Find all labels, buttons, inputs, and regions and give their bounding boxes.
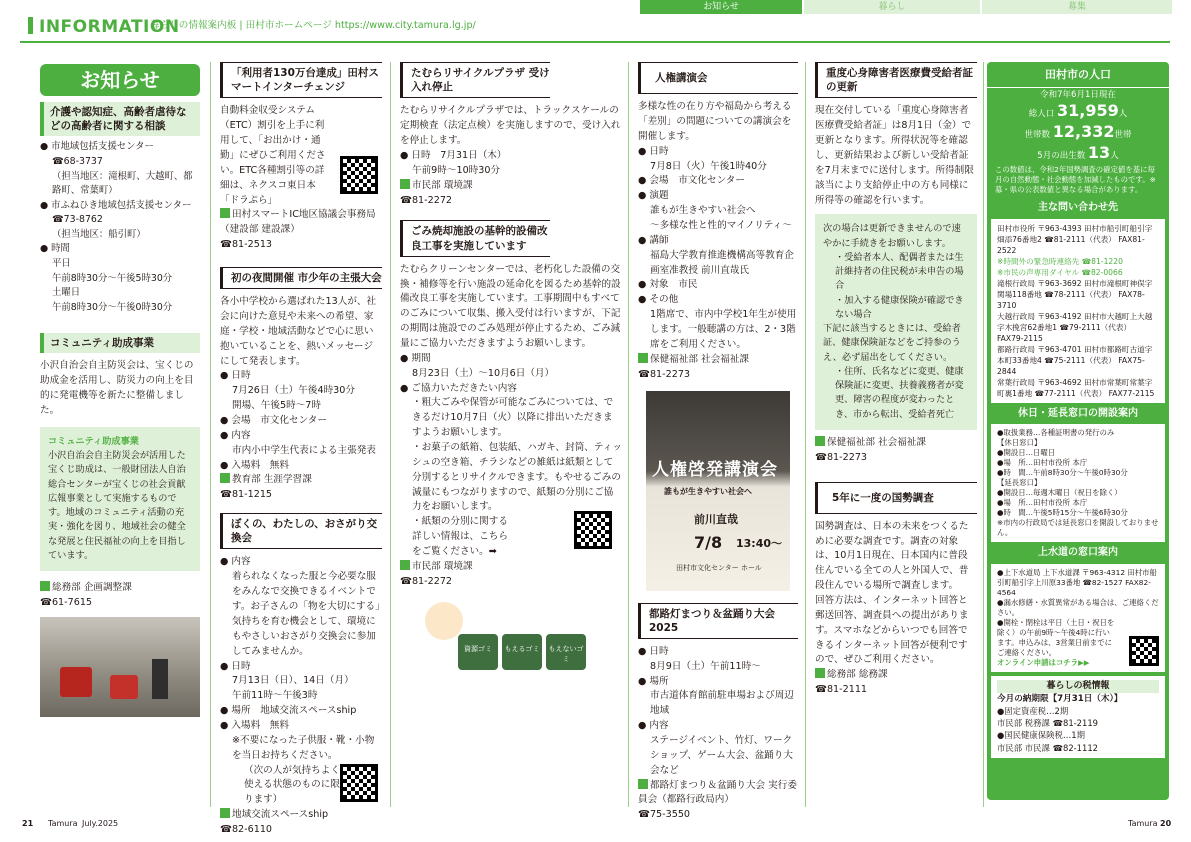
title-bar bbox=[28, 17, 33, 34]
article-body: ● 市地域包括支援センター ☎68-3737 （担当地区：滝根町、大越町、都路町、常葉町） ● 市ふねひき地域包括支援センター ☎73-8762 （担当地区：船引町） ● 時間 平日 午前8時30分〜午後5時30分 土曜日 午前8時30分〜午後0時30分 bbox=[40, 141, 193, 313]
article-title: 5年に一度の国勢調査 bbox=[815, 482, 977, 514]
magazine-name: Tamura bbox=[48, 819, 78, 828]
lecture-poster: 人権啓発講演会 誰もが生きやすい社会へ 前川直哉 7/8 13:40〜 田村市文化センター ホール bbox=[646, 391, 790, 591]
article-body: 多様な性の在り方や福島から考える「差別」の問題についての講演会を開催します。 bbox=[638, 101, 792, 142]
qr-code-icon[interactable] bbox=[1129, 636, 1159, 666]
divider bbox=[983, 62, 984, 807]
page-number-left: 21 bbox=[22, 819, 34, 828]
column-1 bbox=[40, 64, 200, 809]
population-panel: 令和7年6月1日現在 総人口 31,959人 世帯数 12,332世帯 5月の出生数 13人 この数値は、令和2年国勢調査の確定値を基に毎月の自然動態・社会動態を加減したものです。※募・県の公表数値と異なる場合があります。 bbox=[995, 90, 1156, 195]
oshirase-heading: お知らせ bbox=[40, 64, 200, 96]
phone[interactable]: ☎81-2272 bbox=[400, 194, 453, 206]
contact: 総務部 企画調整課 bbox=[40, 581, 200, 596]
contact: 教育部 生涯学習課 bbox=[220, 473, 382, 488]
phone[interactable]: ☎81-2513 bbox=[220, 239, 273, 251]
generator-icon bbox=[60, 667, 92, 697]
phone[interactable]: ☎81-2111 bbox=[815, 684, 868, 696]
water-list: ●上下水道局 上下水道課 〒963-4312 田村市船引町船引字上川原33番地 ☎82-1527 FAX82-4564 ●漏水修繕・水質異常がある場合は、ご連絡ください。 ●開栓・閉栓は平日（土日・祝日を除く）の午前9時〜午後4時に行います。申込みは、3営業日前までにご連絡ください。 オンライン申請はコチラ▶▶ bbox=[991, 564, 1165, 672]
phone[interactable]: ☎81-2273 bbox=[638, 368, 691, 380]
article-title: 初の夜間開催 市少年の主張大会 bbox=[220, 267, 382, 289]
article-body: 小沢自治会自主防災会は、宝くじの助成金を活用し、防災力の向上を目的に発電機等を新たに整備しました。 bbox=[40, 360, 194, 417]
article-details: ● 日時 8月9日（土）午前11時〜 ● 場所 市古道体育館前駐車場および周辺地域 ● 内容 ステージイベント、竹灯、ワークショップ、ゲーム大会、盆踊り大会など bbox=[638, 645, 794, 776]
water-title: 上水道の窓口案内 bbox=[1038, 547, 1118, 559]
phone[interactable]: ☎81-1215 bbox=[220, 489, 273, 501]
article-title: 介護や認知症、高齢者虐待などの高齢者に関する相談 bbox=[40, 102, 200, 136]
article-body: 国勢調査は、日本の未来をつくるために必要な調査です。調査の対象は、10月1日現在、日本国内に普段住んでいる全ての人と外国人で、普段住んでいる場所で調査します。 bbox=[815, 520, 969, 592]
divider bbox=[210, 62, 211, 807]
column-5 bbox=[815, 62, 977, 807]
article-body: 各小中学校から選ばれた13人が、社会に向けた意見や未来への希望、家庭・学校・地域活動などで心に思い抱いていることを、熱いメッセージにして発表します。 bbox=[220, 296, 377, 367]
bin-icon: もえるゴミ bbox=[502, 634, 542, 670]
generator-photo bbox=[40, 617, 200, 717]
article-details: ● 日時 7月26日（土）午後4時30分 開場、午後5時〜7時 ● 会場 市文化センター ● 内容 市内小中学生代表による主張発表 ● 入場料 無料 bbox=[220, 370, 376, 471]
phone[interactable]: ☎61-7615 bbox=[40, 597, 93, 608]
tax-panel: 暮らしの税情報 今月の納期限【7月31日（木）】 ●固定資産税…2期 市民部 税務課 ☎81-2119 ●国民健康保険税…1期 市民部 市民課 ☎82-1112 bbox=[991, 676, 1165, 758]
article-title: ぼくの、わたしの、おさがり交換会 bbox=[220, 513, 382, 549]
magazine-name: Tamura bbox=[1128, 819, 1158, 828]
building-icon bbox=[220, 473, 230, 483]
column-3 bbox=[400, 62, 622, 807]
divider bbox=[805, 62, 806, 807]
building-icon bbox=[40, 581, 50, 591]
article-details: ● 日時 7月8日（火）午後1時40分 ● 会場 市文化センター ● 演題 誰もが生きやすい社会へ 〜多様な性と性的マイノリティ〜 ● 講師 福島大学教育推進機構高等教育企画室准教授 前川直哉氏 ● 対象 市民 ● その他 1階席で、市内中学校1年生が使用します。一般聴講の方は、2・3階席をご利用ください。 bbox=[638, 145, 797, 350]
info-sidebar bbox=[987, 62, 1169, 800]
bin-icon: 資源ゴミ bbox=[458, 634, 498, 670]
article-title: 「利用者130万台達成」田村スマートインターチェンジ bbox=[220, 62, 382, 98]
contact: 保健福祉部 社会福祉課 bbox=[638, 353, 798, 368]
info-box: コミュニティ助成事業 小沢自治会自主防災会が活用した宝くじ助成は、一般財団法人自治総合センターが宝くじの社会貢献広報事業として実施するものです。地域のコミュニティ活動の充実・強化を図り、地域社会の健全な発展と住民福祉の向上を目指しています。 bbox=[40, 427, 200, 571]
divider bbox=[628, 62, 629, 807]
article-title: ごみ焼却施設の基幹的設備改良工事を実施しています bbox=[400, 220, 550, 256]
contact: 地域交流スペースship bbox=[220, 808, 382, 823]
article-title: 人権講演会 bbox=[638, 62, 798, 94]
contact: 総務部 総務課 bbox=[815, 668, 977, 683]
qr-code-icon[interactable] bbox=[340, 156, 378, 194]
tab-boshu[interactable]: 募集 bbox=[982, 0, 1172, 14]
phone[interactable]: ☎82-6110 bbox=[220, 823, 273, 835]
article-body: 現在交付している「重度心身障害者医療費受給者証」は8月1日（金）で更新となります。所得状況等を確認し、更新結果および新しい受給者証を7月末までに送付します。所得制限該当により支給停止中の方も同様に所得等の確認を行います。 bbox=[815, 105, 974, 206]
info-box: 次の場合は更新できませんので速やかに手続きをお願いします。 ・受給者本人、配偶者または生計維持者の住民税が未申告の場合 ・加入する健康保険が確認できない場合 下記に該当するときには、受給者証、健康保険証などをご持参のうえ、必ず届出をしてください。 ・住所、氏名などに変更、健康保険証に変更、扶養義務者が変更、障害の程度が変わったとき、市から転出、受給者死亡 bbox=[815, 214, 977, 430]
garbage-illustration bbox=[400, 594, 622, 674]
article-details: ● 内容 着られなくなった服と今必要な服をみんなで交換できるイベントです。お子さんの「物を大切にする」気持ちを育む機会として、環境にもやさしいおさがり交換会に参加してみませんか。 ● 日時 7月13日（日）、14日（月） 午前11時〜午後3時 ● 場所 地域交流スペースship ● 入場料 無料 ※不要になった子供服・靴・小物を当日お持ちください。 （次の人が気持ちよく使える状態のものに限ります） bbox=[220, 556, 380, 806]
contact: 市民部 環境課 bbox=[400, 179, 622, 194]
article-title: コミュニティ助成事業 bbox=[40, 333, 200, 353]
contact: 都路灯まつり＆盆踊り大会 実行委員会（都路行政局内） bbox=[638, 779, 797, 806]
tab-kurashi[interactable]: 暮らし bbox=[804, 0, 980, 14]
article-title: たむらリサイクルプラザ 受け入れ停止 bbox=[400, 62, 550, 98]
contact: 保健福祉部 社会福祉課 bbox=[815, 436, 977, 451]
contact: 田村スマートIC地区協議会事務局（建設部 建設課） bbox=[220, 209, 376, 236]
building-icon bbox=[220, 208, 230, 218]
building-icon bbox=[638, 353, 648, 363]
issue-date: July.2025 bbox=[82, 819, 119, 828]
building-icon bbox=[815, 668, 825, 678]
tab-oshirase[interactable]: お知らせ bbox=[640, 0, 802, 14]
building-icon bbox=[815, 436, 825, 446]
page-number-right: 20 bbox=[1160, 819, 1172, 828]
article-body: たむらクリーンセンターでは、老朽化した設備の交換・補修等を行い施設の延命化を図るため基幹的設備改良工事を実施しています。工事期間中もすべてのごみについて収集、搬入受付は行いますが、下記の期間は施設でのごみ処理が停止するため、ごみ減量にご協力いただきますようお願いします。 bbox=[400, 263, 621, 349]
building-icon bbox=[400, 560, 410, 570]
article-body: 自動料金収受システム（ETC）割引を上手に利用して、「お出かけ・通勤」にぜひご利用ください。ETC各種割引等の詳細は、ネクスコ東日本「ドラぷら」 bbox=[220, 104, 382, 208]
header-subtitle: 暮らしの情報案内板 | 田村市ホームページ https://www.city.tamura.lg.jp/ bbox=[150, 20, 476, 31]
light-tower-icon bbox=[152, 659, 168, 699]
article-details: ● 日時 7月31日（木） 午前9時〜10時30分 bbox=[400, 149, 507, 176]
column-2 bbox=[220, 62, 382, 835]
contacts-title: 主な問い合わせ先 bbox=[1038, 202, 1118, 214]
holiday-list: ●取扱業務…各種証明書の発行のみ 【休日窓口】 ●開設日…日曜日 ●場 所…田村市役所 本庁 ●時 間…午前8時30分〜午後0時30分 【延長窓口】 ●開設日…毎週木曜日（祝日を除く） ●場 所…田村市役所 本庁 ●時 間…午後5時15分〜午後6時30分 ※市内の行政局では延長窓口を開設しておりません。 bbox=[991, 424, 1165, 542]
article-details: ● 期間 8月23日（土）〜10月6日（月） ● ご協力いただきたい内容 ・粗大ごみや保管が可能なごみについては、できるだけ10月7日（火）以降に排出いただきますようお願いします。 ・お菓子の紙箱、包装紙、ハガキ、封筒、ティッシュの空き箱、チラシなどの雑紙は紙類として分別するとリサイクルできます。もやせるごみの減量にもつながりますので、紙類の分別にご協力をお願いします。 ・紙類の分別に関する詳しい情報は、こちらをご覧ください。➡ bbox=[400, 352, 622, 558]
building-icon bbox=[220, 808, 230, 818]
qr-code-icon[interactable] bbox=[340, 764, 378, 802]
contacts-list: 田村市役所 〒963-4393 田村市船引町船引字畑添76番地2 ☎81-2111（代表） FAX81-2522 ※時間外の緊急時連絡先 ☎81-1220 ※市民の声専用ダイヤル ☎82-0066 滝根行政局 〒963-3692 田村市滝根町神俣字関場118番地 ☎78-2111（代表） FAX78-3710 大越行政局 〒963-4192 田村市大越町上大越字木挽宮62番地1 ☎79-2111（代表） FAX79-2115 都路行政局 〒963-4701 田村市都路町古道字本町33番地4 ☎75-2111（代表） FAX75-2844 常葉行政局 〒963-4692 田村市常葉町常葉字町裏1番地 ☎77-2111（代表） FAX77-2115 bbox=[991, 219, 1165, 403]
generator-icon bbox=[110, 675, 138, 699]
online-apply-link[interactable]: オンライン申請はコチラ▶▶ bbox=[997, 657, 1090, 667]
phone[interactable]: ☎81-2273 bbox=[815, 451, 868, 463]
header-rule bbox=[20, 41, 1170, 43]
section-title: INFORMATION bbox=[28, 14, 180, 40]
building-icon bbox=[638, 779, 648, 789]
article-body: たむらリサイクルプラザでは、トラックスケールの定期検査（法定点検）を実施しますので、受け入れを停止します。 bbox=[400, 105, 621, 147]
article-body: 回答方法は、インターネット回答と郵送回答、調査員への提出があります。スマホなどからいつでも回答できるインターネット回答が便利ですので、ぜひご利用ください。 bbox=[815, 595, 969, 666]
article-title: 重度心身障害者医療費受給者証の更新 bbox=[815, 62, 977, 98]
bin-icon: もえないゴミ bbox=[546, 634, 586, 670]
population-title: 田村市の人口 bbox=[987, 62, 1169, 88]
holiday-title: 休日・延長窓口の開設案内 bbox=[1018, 407, 1138, 419]
column-4 bbox=[638, 62, 798, 821]
qr-code-icon[interactable] bbox=[574, 511, 612, 549]
contact: 市民部 環境課 bbox=[400, 560, 622, 575]
phone[interactable]: ☎75-3550 bbox=[638, 809, 691, 821]
building-icon bbox=[400, 179, 410, 189]
phone[interactable]: ☎81-2272 bbox=[400, 575, 453, 587]
article-title: 都路灯まつり＆盆踊り大会2025 bbox=[638, 603, 798, 639]
divider bbox=[390, 62, 391, 807]
